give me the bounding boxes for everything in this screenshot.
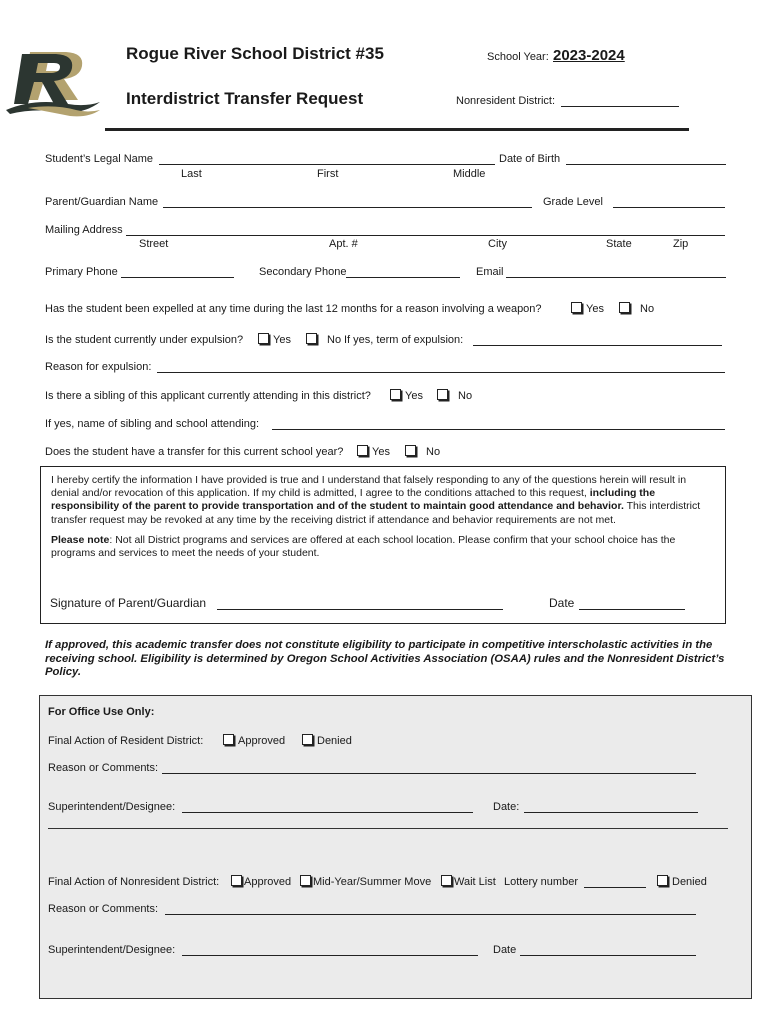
- resident-date-field[interactable]: [524, 812, 698, 813]
- checkbox-icon[interactable]: [223, 734, 234, 745]
- email-field[interactable]: [506, 277, 726, 278]
- checkbox-icon[interactable]: [571, 302, 582, 313]
- under-expulsion-yes[interactable]: Yes: [258, 333, 291, 346]
- term-of-expulsion-field[interactable]: [473, 345, 722, 346]
- checkbox-icon[interactable]: [306, 333, 317, 344]
- resident-superintendent-label: Superintendent/Designee:: [48, 801, 176, 813]
- sibling-yes[interactable]: Yes: [390, 389, 423, 402]
- nonresident-denied[interactable]: Denied: [657, 875, 707, 888]
- resident-reason-field[interactable]: [162, 773, 696, 774]
- reason-expulsion-label: Reason for expulsion:: [45, 361, 152, 373]
- nonresident-district-label: Nonresident District:: [456, 95, 556, 107]
- nonresident-reason-label: Reason or Comments:: [48, 903, 159, 915]
- question-expelled-weapon: Has the student been expelled at any time during the last 12 months for a reason involving a weapon?: [45, 303, 542, 315]
- nonresident-superintendent-label: Superintendent/Designee:: [48, 944, 176, 956]
- reason-expulsion-field[interactable]: [157, 372, 725, 373]
- signature-label: Signature of Parent/Guardian: [50, 596, 207, 610]
- district-name: Rogue River School District #35: [126, 44, 384, 63]
- certification-paragraph: I hereby certify the information I have provided is true and I understand that falsely responding to any of the questions herein will result in denial and/or revocation of this application. If my child is admitted, I agree to the conditions attached to this request, including the responsibility of the parent to provide transportation and of the student to maintain good attendance and behavior. This interdistrict transfer request may be revoked at any time by the receiving district if attendance and behavior requirements are not met.: [51, 474, 701, 526]
- lottery-number-label: Lottery number: [504, 876, 578, 888]
- mailing-address-field[interactable]: [126, 235, 725, 236]
- nonresident-superintendent-field[interactable]: [182, 955, 478, 956]
- primary-phone-label: Primary Phone: [45, 266, 118, 278]
- city-caption: City: [488, 238, 507, 250]
- office-divider: [48, 828, 728, 829]
- nonresident-reason-field[interactable]: [165, 914, 696, 915]
- grade-level-field[interactable]: [613, 207, 725, 208]
- current-transfer-no[interactable]: No: [405, 445, 440, 458]
- resident-superintendent-field[interactable]: [182, 812, 473, 813]
- nonresident-date-label: Date: [493, 944, 517, 956]
- checkbox-icon[interactable]: [302, 734, 313, 745]
- apt-caption: Apt. #: [329, 238, 358, 250]
- school-year-value: 2023-2024: [553, 47, 625, 64]
- checkbox-icon[interactable]: [441, 875, 452, 886]
- checkbox-icon[interactable]: [390, 389, 401, 400]
- checkbox-icon[interactable]: [357, 445, 368, 456]
- resident-approved[interactable]: Approved: [223, 734, 285, 747]
- resident-reason-label: Reason or Comments:: [48, 762, 159, 774]
- checkbox-icon[interactable]: [619, 302, 630, 313]
- nonresident-approved[interactable]: Approved: [231, 875, 291, 888]
- certification-text: [51, 474, 715, 567]
- middle-caption: Middle: [453, 168, 486, 180]
- please-note-paragraph: Please note: Not all District programs and services are offered at each school location. Please confirm that your school choice has the programs and services to meet the needs of your student.: [51, 533, 676, 560]
- checkbox-icon[interactable]: [437, 389, 448, 400]
- expelled-weapon-yes[interactable]: Yes: [571, 302, 604, 315]
- signature-date-label: Date: [549, 596, 575, 610]
- parent-name-field[interactable]: [163, 207, 532, 208]
- certification-box: [40, 466, 726, 624]
- nonresident-midyear[interactable]: Mid-Year/Summer Move: [300, 875, 431, 888]
- state-caption: State: [606, 238, 632, 250]
- resident-denied[interactable]: Denied: [302, 734, 352, 747]
- nonresident-waitlist[interactable]: Wait List: [441, 875, 496, 888]
- header-rule: [105, 128, 689, 131]
- street-caption: Street: [139, 238, 169, 250]
- term-of-expulsion-label: If yes, term of expulsion:: [344, 334, 464, 346]
- office-use-heading: For Office Use Only:: [48, 706, 155, 718]
- email-label: Email: [476, 266, 504, 278]
- student-legal-name-label: Student’s Legal Name: [45, 153, 154, 165]
- secondary-phone-field[interactable]: [346, 277, 460, 278]
- district-logo: [4, 44, 104, 122]
- last-caption: Last: [181, 168, 202, 180]
- sibling-no[interactable]: No: [437, 389, 472, 402]
- rr-logo-graphic: [4, 44, 104, 122]
- checkbox-icon[interactable]: [300, 875, 311, 886]
- nonresident-action-label: Final Action of Nonresident District:: [48, 876, 220, 888]
- osaa-eligibility-note: If approved, this academic transfer does not constitute eligibility to participate in competitive interscholastic activities in the receiving school. Eligibility is determined by Oregon School Activities Association (OSAA) rules and the Nonresident District’s Policy.: [45, 639, 725, 678]
- resident-action-label: Final Action of Resident District:: [48, 735, 204, 747]
- primary-phone-field[interactable]: [121, 277, 234, 278]
- question-under-expulsion: Is the student currently under expulsion?: [45, 334, 244, 346]
- sibling-name-label: If yes, name of sibling and school attending:: [45, 418, 260, 430]
- question-sibling: Is there a sibling of this applicant currently attending in this district?: [45, 390, 371, 402]
- checkbox-icon[interactable]: [231, 875, 242, 886]
- lottery-number-field[interactable]: [584, 887, 646, 888]
- expelled-weapon-no[interactable]: No: [619, 302, 654, 315]
- dob-label: Date of Birth: [499, 153, 561, 165]
- under-expulsion-no[interactable]: No: [306, 333, 341, 346]
- secondary-phone-label: Secondary Phone: [259, 266, 347, 278]
- signature-field[interactable]: [217, 609, 503, 610]
- checkbox-icon[interactable]: [657, 875, 668, 886]
- signature-date-field[interactable]: [579, 609, 685, 610]
- nonresident-date-field[interactable]: [520, 955, 696, 956]
- student-legal-name-field[interactable]: [159, 164, 495, 165]
- first-caption: First: [317, 168, 339, 180]
- grade-level-label: Grade Level: [543, 196, 603, 208]
- resident-date-label: Date:: [493, 801, 520, 813]
- school-year-label: School Year:: [487, 51, 549, 63]
- sibling-name-field[interactable]: [272, 429, 725, 430]
- zip-caption: Zip: [673, 238, 689, 250]
- checkbox-icon[interactable]: [258, 333, 269, 344]
- current-transfer-yes[interactable]: Yes: [357, 445, 390, 458]
- parent-name-label: Parent/Guardian Name: [45, 196, 159, 208]
- checkbox-icon[interactable]: [405, 445, 416, 456]
- question-current-transfer: Does the student have a transfer for this current school year?: [45, 446, 344, 458]
- mailing-address-label: Mailing Address: [45, 224, 123, 236]
- form-title: Interdistrict Transfer Request: [126, 89, 364, 108]
- office-use-section: [39, 695, 752, 999]
- dob-field[interactable]: [566, 164, 726, 165]
- nonresident-district-field[interactable]: [561, 106, 679, 107]
